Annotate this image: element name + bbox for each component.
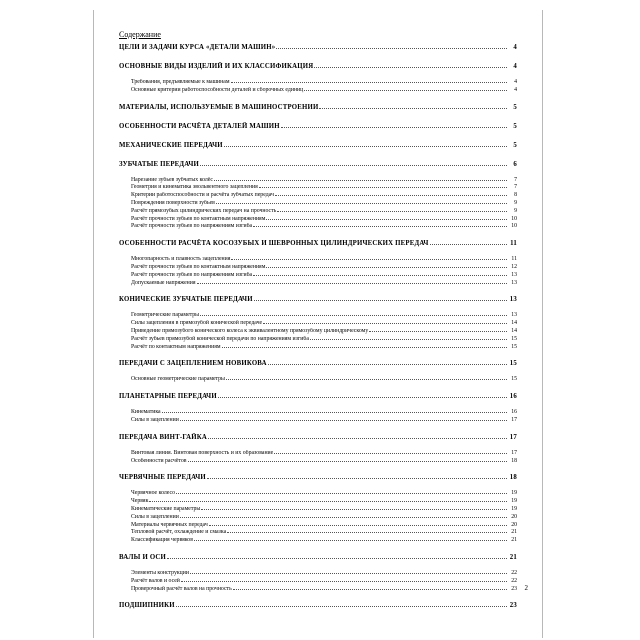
toc-section-entry[interactable] xyxy=(119,473,517,483)
toc-entry-title: Требования, предъявляемые к машинам xyxy=(131,79,230,85)
toc-entry-title: Допускаемые напряжения xyxy=(131,279,196,286)
toc-dot-leader xyxy=(274,453,507,454)
toc-entry-page: 14 xyxy=(511,320,517,327)
toc-section-entry[interactable] xyxy=(119,103,517,113)
page-number: 2 xyxy=(524,584,528,592)
toc-dot-leader xyxy=(208,438,507,439)
toc-entry-page: 4 xyxy=(514,86,517,93)
toc-entry-title: Червяк xyxy=(131,498,149,505)
toc-subsection-entry[interactable] xyxy=(119,256,517,264)
toc-entry-page: 10 xyxy=(511,215,517,222)
toc-entry-page: 13 xyxy=(509,296,517,304)
toc-entry-title: КОНИЧЕСКИЕ ЗУБЧАТЫЕ ПЕРЕДАЧИ xyxy=(119,296,253,304)
toc-section-entry[interactable] xyxy=(119,359,517,369)
toc-subsection-entry[interactable] xyxy=(119,450,517,458)
toc-entry-page: 4 xyxy=(514,79,517,85)
toc-subsection-entry[interactable] xyxy=(119,184,517,192)
toc-subsection-entry[interactable] xyxy=(119,498,517,506)
toc-entry-page: 4 xyxy=(513,63,517,70)
toc-section-entry[interactable] xyxy=(119,160,517,170)
toc-subsection-entry[interactable] xyxy=(119,216,517,224)
toc-entry-page: 20 xyxy=(511,521,517,528)
toc-dot-leader xyxy=(281,127,507,128)
toc-entry-page: 20 xyxy=(511,513,517,520)
toc-section-entry[interactable] xyxy=(119,122,517,132)
toc-entry-page: 23 xyxy=(509,602,517,610)
toc-section-entry[interactable] xyxy=(119,43,517,53)
toc-entry-page: 14 xyxy=(511,327,517,334)
toc-entry-title: ПЛАНЕТАРНЫЕ ПЕРЕДАЧИ xyxy=(119,393,217,401)
toc-dot-leader xyxy=(222,347,507,348)
toc-dot-leader xyxy=(176,606,507,607)
toc-entry-page: 13 xyxy=(511,271,517,278)
toc-subsection-entry[interactable] xyxy=(119,490,517,498)
toc-dot-leader xyxy=(253,275,507,276)
toc-dot-leader xyxy=(259,187,507,188)
toc-dot-leader xyxy=(319,108,507,109)
toc-subsection-entry[interactable] xyxy=(119,506,517,514)
toc-subsection-entry[interactable] xyxy=(119,177,517,185)
toc-entry-title: Расчёт прочности зубьев по напряжениям изгиба xyxy=(131,271,253,278)
toc-subsection-entry[interactable] xyxy=(119,522,517,530)
toc-subsection-entry[interactable] xyxy=(119,537,517,545)
toc-dot-leader xyxy=(266,267,507,268)
toc-subsection-entry[interactable] xyxy=(119,208,517,216)
toc-subsection-entry[interactable] xyxy=(119,264,517,272)
toc-entry-title: Расчёт прямозубых цилиндрических передач на прочность xyxy=(131,207,277,214)
toc-entry-page: 5 xyxy=(513,122,517,130)
toc-entry-title: ВАЛЫ И ОСИ xyxy=(119,553,167,561)
toc-entry-title: Тепловой расчёт, охлаждение и смазка xyxy=(131,529,227,536)
toc-entry-title: Проверочный расчёт валов на прочность xyxy=(131,585,232,592)
toc-dot-leader xyxy=(231,259,507,260)
toc-subsection-entry[interactable] xyxy=(119,570,517,578)
toc-dot-leader xyxy=(226,379,507,380)
toc-dot-leader xyxy=(200,315,507,316)
toc-dot-leader xyxy=(180,517,507,518)
toc-entry-page: 16 xyxy=(511,409,517,416)
toc-dot-leader xyxy=(314,67,507,68)
toc-subsection-entry[interactable] xyxy=(119,376,517,384)
toc-entry-page: 22 xyxy=(511,569,517,576)
toc-subsection-entry[interactable] xyxy=(119,272,517,280)
toc-entry-page: 18 xyxy=(509,474,517,482)
toc-dot-leader xyxy=(218,397,507,398)
toc-subsection-entry[interactable] xyxy=(119,312,517,320)
toc-entry-title: Винтовая линия. Винтовая поверхность и их образование xyxy=(131,449,274,456)
toc-dot-leader xyxy=(200,165,507,166)
toc-entry-title: Силы в зацеплении xyxy=(131,416,179,423)
toc-entry-title: Кинематика xyxy=(131,409,161,416)
toc-entry-page: 22 xyxy=(511,577,517,584)
toc-entry-page: 18 xyxy=(511,457,517,464)
toc-dot-leader xyxy=(266,219,507,220)
toc-entry-title: Расчёт валов и осей xyxy=(131,577,180,584)
toc-entry-title: Повреждения поверхности зубьев xyxy=(131,199,215,206)
toc-subsection-entry[interactable] xyxy=(119,192,517,200)
toc-entry-title: Расчёт по контактным напряжениям xyxy=(131,343,221,350)
toc-entry-page: 7 xyxy=(514,184,517,191)
toc-entry-page: 8 xyxy=(514,192,517,199)
toc-entry-title: ОСОБЕННОСТИ РАСЧЁТА КОСОЗУБЫХ И ШЕВРОННЫХ ЦИЛИНДРИЧЕСКИХ ПЕРЕДАЧ xyxy=(119,240,429,248)
toc-dot-leader xyxy=(180,420,507,421)
toc-entry-page: 13 xyxy=(511,312,517,319)
toc-dot-leader xyxy=(369,331,507,332)
toc-entry-page: 11 xyxy=(511,256,517,263)
toc-entry-title: Расчёт прочности зубьев по напряжениям изгиба xyxy=(131,223,253,230)
toc-entry-page: 19 xyxy=(511,498,517,505)
toc-subsection-entry[interactable] xyxy=(119,344,517,352)
toc-entry-title: Геометрические параметры xyxy=(131,312,200,319)
toc-dot-leader xyxy=(253,226,507,227)
toc-entry-title: Классификация червяков xyxy=(131,537,193,544)
toc-subsection-entry[interactable] xyxy=(119,458,517,466)
toc-section-entry[interactable] xyxy=(119,553,517,563)
toc-entry-page: 9 xyxy=(514,199,517,206)
toc-entry-title: Геометрия и кинематика эвольвентного зацепления xyxy=(131,184,258,191)
toc-entry-title: ПЕРЕДАЧИ С ЗАЦЕПЛЕНИЕМ НОВИКОВА xyxy=(119,360,267,368)
toc-section-entry[interactable] xyxy=(119,62,517,72)
toc-dot-leader xyxy=(209,525,507,526)
toc-section-entry[interactable] xyxy=(119,433,517,443)
toc-entry-title: Червячное колесо xyxy=(131,490,176,497)
toc-entry-title: Силы зацепления в прямозубой конической передаче xyxy=(131,320,263,327)
toc-entry-title: Основные геометрические параметры xyxy=(131,376,225,383)
toc-dot-leader xyxy=(216,203,507,204)
toc-entry-title: Силы в зацеплении xyxy=(131,513,179,520)
toc-dot-leader xyxy=(233,589,507,590)
toc-entry-page: 15 xyxy=(511,376,517,383)
toc-entry-page: 6 xyxy=(513,160,517,168)
toc-dot-leader xyxy=(268,364,507,365)
toc-subsection-entry[interactable] xyxy=(119,223,517,231)
toc-entry-title: Элементы конструкции xyxy=(131,569,189,576)
toc-entry-page: 10 xyxy=(511,223,517,230)
toc-entry-page: 15 xyxy=(511,335,517,342)
toc-subsection-entry[interactable] xyxy=(119,200,517,208)
toc-entry-page: 21 xyxy=(511,529,517,536)
toc-dot-leader xyxy=(162,412,507,413)
toc-entry-title: МЕХАНИЧЕСКИЕ ПЕРЕДАЧИ xyxy=(119,141,223,149)
toc-subsection-entry[interactable] xyxy=(119,417,517,425)
toc-entry-page: 4 xyxy=(513,44,517,51)
toc-entry-title: Особенности расчётов xyxy=(131,457,187,464)
toc-dot-leader xyxy=(149,501,507,502)
toc-entry-title: Расчёт прочности зубьев по контактным напряжениям xyxy=(131,263,266,270)
toc-entry-page: 21 xyxy=(511,537,517,544)
toc-entry-page: 17 xyxy=(509,433,517,441)
toc-entry-page: 15 xyxy=(509,360,517,368)
toc-subsection-entry[interactable] xyxy=(119,87,517,95)
toc-entry-title: Кинематические параметры xyxy=(131,505,201,512)
toc-entry-page: 17 xyxy=(511,416,517,423)
document-page xyxy=(93,10,543,638)
toc-entry-page: 19 xyxy=(511,490,517,497)
toc-entry-page: 9 xyxy=(514,207,517,214)
toc-dot-leader xyxy=(254,300,507,301)
toc-entry-title: Расчёт зубьев прямозубой конической передачи по напряжениям изгиба xyxy=(131,335,309,342)
toc-entry-title: Расчёт прочности зубьев по контактным напряжениям xyxy=(131,215,266,222)
toc-subsection-entry[interactable] xyxy=(119,409,517,417)
toc-entry-title: ОСОБЕННОСТИ РАСЧЁТА ДЕТАЛЕЙ МАШИН xyxy=(119,122,280,130)
toc-entry-page: 23 xyxy=(511,585,517,592)
toc-dot-leader xyxy=(181,581,507,582)
toc-subsection-entry[interactable] xyxy=(119,280,517,288)
toc-dot-leader xyxy=(188,461,507,462)
toc-entry-page: 17 xyxy=(511,449,517,456)
toc-entry-title: ЦЕЛИ И ЗАДАЧИ КУРСА «ДЕТАЛИ МАШИН» xyxy=(119,44,276,51)
toc-dot-leader xyxy=(430,244,507,245)
toc-entry-page: 11 xyxy=(510,240,517,248)
toc-section-entry[interactable] xyxy=(119,295,517,305)
toc-entry-title: Многопарность и плавность зацепления xyxy=(131,256,231,263)
toc-subsection-entry[interactable] xyxy=(119,578,517,586)
toc-dot-leader xyxy=(167,558,507,559)
toc-dot-leader xyxy=(263,323,507,324)
toc-entry-page: 5 xyxy=(513,103,517,111)
toc-dot-leader xyxy=(231,82,507,83)
toc-entry-title: ОСНОВНЫЕ ВИДЫ ИЗДЕЛИЙ И ИХ КЛАССИФИКАЦИЯ xyxy=(119,63,314,70)
toc-dot-leader xyxy=(227,532,507,533)
toc-subsection-entry[interactable] xyxy=(119,529,517,537)
toc-dot-leader xyxy=(224,146,507,147)
toc-entry-title: Приведение прямозубого конического колеса к эквивалентному прямозубому цилиндрическому xyxy=(131,327,369,334)
toc-section-entry[interactable] xyxy=(119,239,517,249)
toc-entry-title: ПЕРЕДАЧА ВИНТ-ГАЙКА xyxy=(119,433,207,441)
toc-dot-leader xyxy=(276,48,507,49)
toc-dot-leader xyxy=(176,493,507,494)
toc-subsection-entry[interactable] xyxy=(119,514,517,522)
toc-dot-leader xyxy=(207,478,507,479)
toc-subsection-entry[interactable] xyxy=(119,320,517,328)
toc-entry-title: Нарезание зубьев зубчатых колёс xyxy=(131,176,213,183)
toc-subsection-entry[interactable] xyxy=(119,336,517,344)
toc-entry-title: ЗУБЧАТЫЕ ПЕРЕДАЧИ xyxy=(119,160,200,168)
toc-dot-leader xyxy=(304,90,507,91)
toc-entry-page: 21 xyxy=(509,553,517,561)
toc-dot-leader xyxy=(275,195,507,196)
toc-section-entry[interactable] xyxy=(119,392,517,402)
toc-dot-leader xyxy=(277,211,507,212)
toc-section-entry[interactable] xyxy=(119,601,517,611)
toc-entry-title: Материалы червячных передач xyxy=(131,521,208,528)
toc-section-entry[interactable] xyxy=(119,141,517,151)
table-of-contents xyxy=(119,30,517,611)
toc-entry-page: 16 xyxy=(509,393,517,401)
toc-entry-page: 13 xyxy=(511,279,517,286)
toc-entry-page: 5 xyxy=(513,141,517,149)
toc-entry-page: 7 xyxy=(514,176,517,183)
toc-heading: Содержание xyxy=(119,30,161,39)
toc-entry-page: 19 xyxy=(511,505,517,512)
toc-entry-page: 12 xyxy=(511,263,517,270)
toc-subsection-entry[interactable] xyxy=(119,586,517,594)
toc-dot-leader xyxy=(190,573,507,574)
toc-subsection-entry[interactable] xyxy=(119,328,517,336)
toc-entry-title: Критерии работоспособности и расчёта зубчатых передач xyxy=(131,192,274,199)
toc-dot-leader xyxy=(310,339,507,340)
toc-entry-page: 15 xyxy=(511,343,517,350)
toc-dot-leader xyxy=(201,509,507,510)
toc-dot-leader xyxy=(214,180,507,181)
toc-dot-leader xyxy=(197,283,507,284)
toc-entry-title: ПОДШИПНИКИ xyxy=(119,602,175,610)
toc-entry-title: МАТЕРИАЛЫ, ИСПОЛЬЗУЕМЫЕ В МАШИНОСТРОЕНИИ xyxy=(119,103,319,111)
toc-dot-leader xyxy=(194,540,507,541)
toc-subsection-entry[interactable] xyxy=(119,79,517,87)
toc-entry-title: Основные критерии работоспособности деталей и сборочных единиц xyxy=(131,86,304,93)
toc-entry-title: ЧЕРВЯЧНЫЕ ПЕРЕДАЧИ xyxy=(119,474,206,482)
